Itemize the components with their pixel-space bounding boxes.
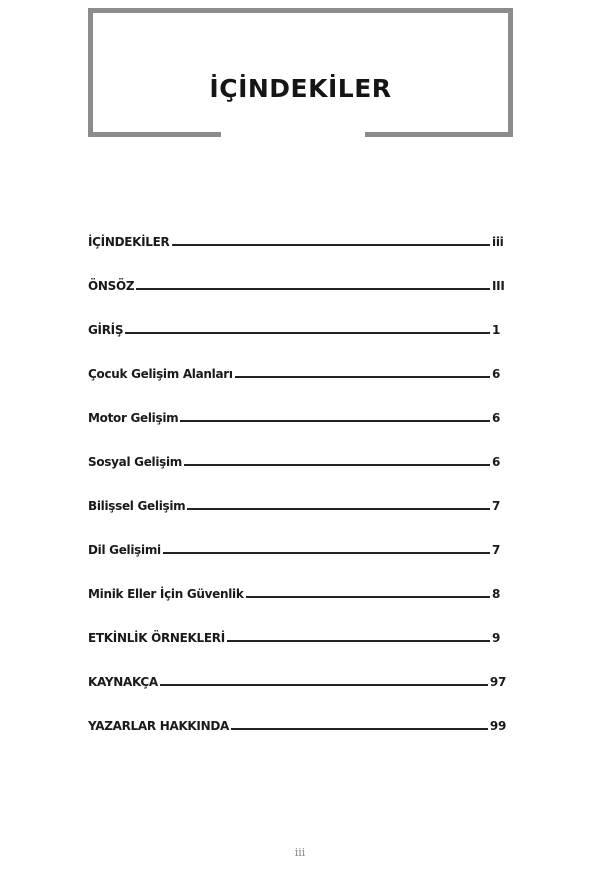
toc-entry[interactable] (88, 249, 506, 293)
toc-entry-label: ETKİNLİK ÖRNEKLERİ (88, 631, 225, 645)
toc-entry[interactable] (88, 425, 506, 469)
toc-entry[interactable] (88, 689, 506, 733)
toc-entry-label: Dil Gelişimi (88, 543, 161, 557)
title-frame-bottom-right (365, 132, 513, 137)
toc-leader-line (136, 288, 490, 290)
toc-leader-line (231, 728, 488, 730)
toc-leader-line (246, 596, 490, 598)
toc-leader-line (125, 332, 490, 334)
toc-leader-line (235, 376, 490, 378)
toc-entry-page: 7 (492, 499, 501, 513)
toc-entry-page: 1 (492, 323, 501, 337)
toc-entry[interactable] (88, 513, 506, 557)
toc-entry-label: KAYNAKÇA (88, 675, 158, 689)
page-title: İÇİNDEKİLER (209, 74, 392, 103)
toc-entry[interactable] (88, 293, 506, 337)
toc-entry[interactable] (88, 601, 506, 645)
toc-leader-line (172, 244, 491, 246)
toc-entry-label: GİRİŞ (88, 323, 124, 337)
title-frame-bottom-left (88, 132, 221, 137)
table-of-contents (88, 205, 506, 733)
toc-entry-page: 7 (492, 543, 501, 557)
toc-entry-label: Minik Eller İçin Güvenlik (88, 587, 244, 601)
toc-entry-label: Bilişsel Gelişim (88, 499, 186, 513)
toc-entry-page: 6 (492, 367, 501, 381)
toc-entry-label: İÇİNDEKİLER (88, 235, 170, 249)
page-number: iii (294, 846, 306, 859)
toc-entry[interactable] (88, 469, 506, 513)
toc-entry[interactable] (88, 205, 506, 249)
toc-leader-line (160, 684, 488, 686)
toc-entry-page: III (492, 279, 505, 293)
toc-entry-page: 6 (492, 455, 501, 469)
toc-entry-label: Sosyal Gelişim (88, 455, 183, 469)
title-frame (88, 8, 513, 134)
toc-entry-page: 99 (489, 719, 506, 733)
toc-entry-page: iii (492, 235, 504, 249)
toc-entry[interactable] (88, 381, 506, 425)
toc-entry-label: ÖNSÖZ (88, 279, 135, 293)
toc-leader-line (187, 508, 490, 510)
toc-entry-page: 6 (492, 411, 501, 425)
toc-entry-label: Motor Gelişim (88, 411, 179, 425)
toc-leader-line (163, 552, 490, 554)
toc-entry-label: YAZARLAR HAKKINDA (88, 719, 229, 733)
toc-entry[interactable] (88, 557, 506, 601)
toc-entry-page: 9 (492, 631, 501, 645)
toc-entry-page: 97 (489, 675, 506, 689)
toc-entry[interactable] (88, 645, 506, 689)
toc-leader-line (180, 420, 490, 422)
toc-entry-label: Çocuk Gelişim Alanları (88, 367, 233, 381)
toc-leader-line (227, 640, 490, 642)
toc-entry[interactable] (88, 337, 506, 381)
toc-entry-page: 8 (492, 587, 501, 601)
toc-leader-line (184, 464, 490, 466)
